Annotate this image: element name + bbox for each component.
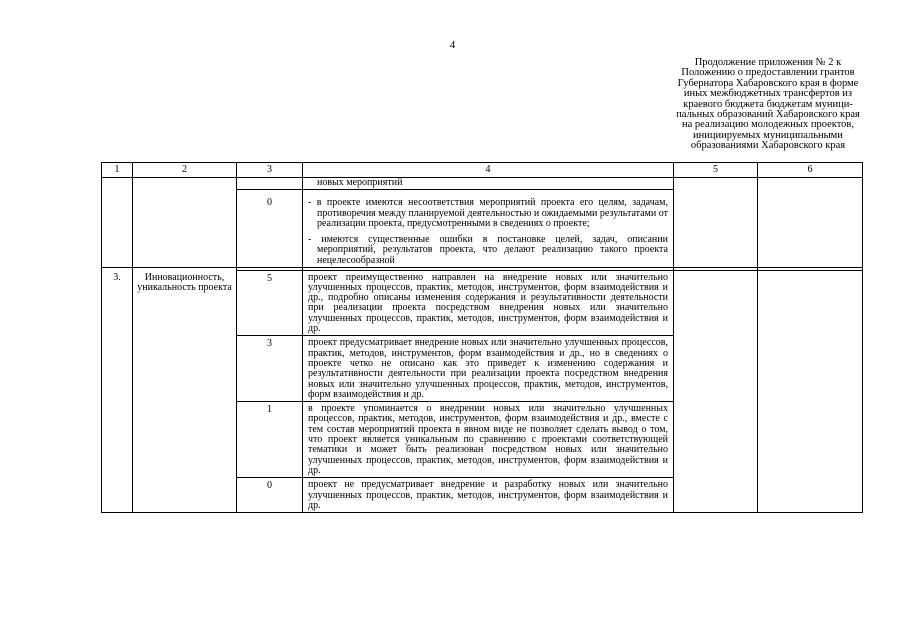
appendix-line: инициируемых муниципальными — [693, 129, 843, 141]
criterion-name: Инновационность, уникальность проекта — [133, 270, 237, 513]
table-header-row — [102, 163, 863, 178]
column-header: 6 — [758, 163, 863, 178]
score-cell — [237, 178, 303, 190]
bullet-item: - в проекте имеются несоответствия мероприятий проекта его целям, задачам, противоречия между планируемой деятельностью и ожидаемыми результатами от реализации проекта, предусмотренными в сведениях о проекте; — [308, 197, 668, 229]
score-cell: 0 — [237, 190, 303, 268]
column5-cell — [674, 270, 758, 513]
score-cell: 5 — [237, 270, 303, 336]
page-number: 4 — [449, 39, 456, 51]
table-row — [102, 270, 863, 336]
appendix-line: Губернатора Хабаровского края в форме — [677, 77, 859, 89]
row-number: 3. — [102, 270, 133, 513]
appendix-line: Положению о предоставлении грантов — [681, 67, 855, 79]
table-row — [102, 178, 863, 190]
score-cell: 1 — [237, 402, 303, 478]
column-header: 3 — [237, 163, 303, 178]
score-cell: 3 — [237, 336, 303, 402]
appendix-line: иных межбюджетных трансфертов из — [683, 88, 853, 100]
appendix-header — [636, 58, 900, 152]
criteria-table — [101, 162, 863, 513]
appendix-line: образованиями Хабаровского края — [690, 140, 846, 152]
description-cell — [303, 178, 674, 190]
column5-cell — [674, 178, 758, 268]
column6-cell — [758, 270, 863, 513]
description-cell: проект предусматривает внедрение новых или значительно улучшенных процессов, практик, методов, инструментов, форм взаимодействия и др., но в сведениях о проекте четко не описано как это приведет к изменению содержания и результативности деятельности при реализации проекта посредством внедрения новых или значительно улучшенных процессов, практик, методов, инструментов, форм взаимодействия и др. — [303, 336, 674, 402]
score-cell: 0 — [237, 478, 303, 513]
column-header: 1 — [102, 163, 133, 178]
column-header: 5 — [674, 163, 758, 178]
appendix-line: пальных образований Хабаровского края — [676, 109, 860, 121]
appendix-line: на реализацию молодежных проектов, — [682, 119, 854, 131]
description-cell: проект не предусматривает внедрение и разработку новых или значительно улучшенных процессов, практик, методов, инструментов, форм взаимодействия и др. — [303, 478, 674, 513]
number-cell — [102, 178, 133, 268]
continuation-text: новых мероприятий — [317, 177, 403, 188]
appendix-line: краевого бюджета бюджетам муници- — [683, 98, 853, 110]
column-header: 4 — [303, 163, 674, 178]
column-header: 2 — [133, 163, 237, 178]
appendix-line: Продолжение приложения № 2 к — [694, 57, 842, 68]
description-cell: проект преимущественно направлен на внедрение новых или значительно улучшенных процессов, практик, методов, инструментов, форм взаимодействия и др., подробно описаны изменения содержания и результативности деятельности при реализации проекта посредством внедрения новых или значительно улучшенных процессов, практик, методов, инструментов, форм взаимодействия и др. — [303, 270, 674, 336]
column6-cell — [758, 178, 863, 268]
criterion-cell — [133, 178, 237, 268]
bullet-item: - имеются существенные ошибки в постановке целей, задач, описании мероприятий, результатов проекта, что делают реализацию такого проекта нецелесообразной — [308, 234, 668, 266]
description-cell: в проекте упоминается о внедрении новых или значительно улучшенных процессов, практик, методов, инструментов, форм взаимодействия и др., вместе с тем состав мероприятий проекта в явном виде не позволяет сделать вывод о том, что проект является уникальным по сравнению с проектами соответствующей тематики и может быть реализован посредством новых или значительно улучшенных процессов, практик, методов, инструментов, форм взаимодействия и др. — [303, 402, 674, 478]
description-cell — [303, 190, 674, 268]
